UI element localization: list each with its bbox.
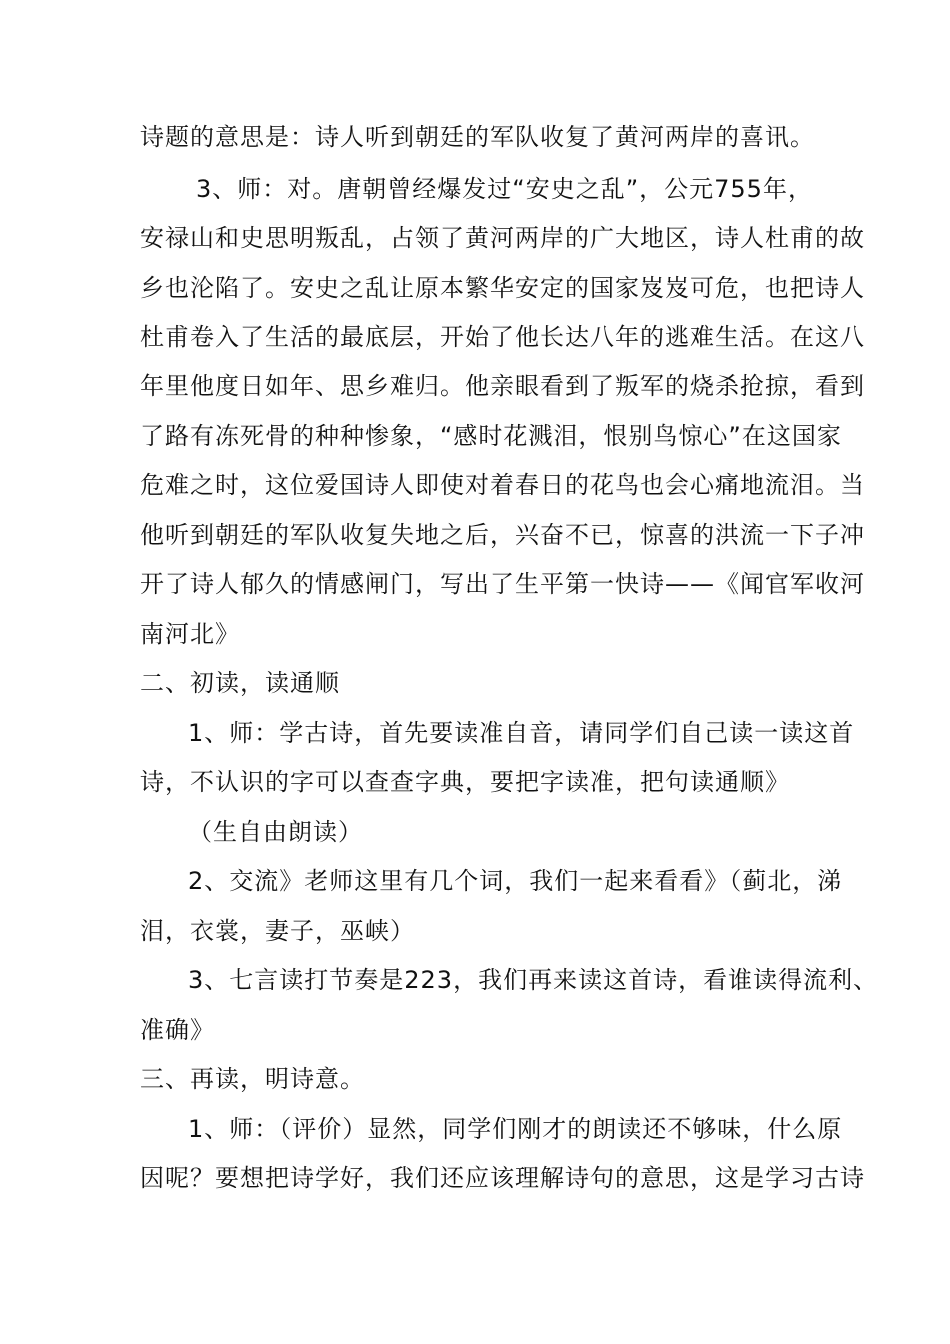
text-line: 1、师：学古诗，首先要读准自音，请同学们自己读一读这首	[188, 719, 855, 747]
text-line: 开了诗人郁久的情感闸门，写出了生平第一快诗——《闻官军收河	[140, 570, 865, 598]
text-line: 诗，不认识的字可以查查字典，要把字读准，把句读通顺》	[140, 768, 790, 796]
text-line: 诗题的意思是：诗人听到朝廷的军队收复了黄河两岸的喜讯。	[140, 123, 815, 151]
text-line: 安禄山和史思明叛乱，占领了黄河两岸的广大地区，诗人杜甫的故	[140, 224, 865, 252]
text-line: 危难之时，这位爱国诗人即使对着春日的花鸟也会心痛地流泪。当	[140, 471, 865, 499]
text-line: 3、师：对。唐朝曾经爆发过“安史之乱”，公元755年，	[196, 175, 813, 203]
text-line: 乡也沦陷了。安史之乱让原本繁华安定的国家岌岌可危，也把诗人	[140, 274, 865, 302]
text-line: 2、交流》老师这里有几个词，我们一起来看看》（蓟北，涕	[188, 867, 843, 895]
text-line: （生自由朗读）	[188, 818, 363, 846]
text-line: 因呢？要想把诗学好，我们还应该理解诗句的意思，这是学习古诗	[140, 1164, 865, 1192]
text-line: 年里他度日如年、思乡难归。他亲眼看到了叛军的烧杀抢掠，看到	[140, 372, 865, 400]
text-line: 南河北》	[140, 620, 240, 648]
text-line: 杜甫卷入了生活的最底层，开始了他长达八年的逃难生活。在这八	[140, 323, 865, 351]
text-line: 了路有冻死骨的种种惨象，“感时花溅泪，恨别鸟惊心”在这国家	[140, 422, 842, 450]
text-line: 泪，衣裳，妻子，巫峡）	[140, 917, 415, 945]
section-heading: 二、初读，读通顺	[140, 669, 340, 697]
text-line: 准确》	[140, 1016, 215, 1044]
text-line: 3、七言读打节奏是223，我们再来读这首诗，看谁读得流利、	[188, 966, 879, 994]
section-heading: 三、再读，明诗意。	[140, 1065, 365, 1093]
text-line: 1、师：（评价）显然，同学们刚才的朗读还不够味，什么原	[188, 1115, 843, 1143]
text-line: 他听到朝廷的军队收复失地之后，兴奋不已，惊喜的洪流一下子冲	[140, 521, 865, 549]
